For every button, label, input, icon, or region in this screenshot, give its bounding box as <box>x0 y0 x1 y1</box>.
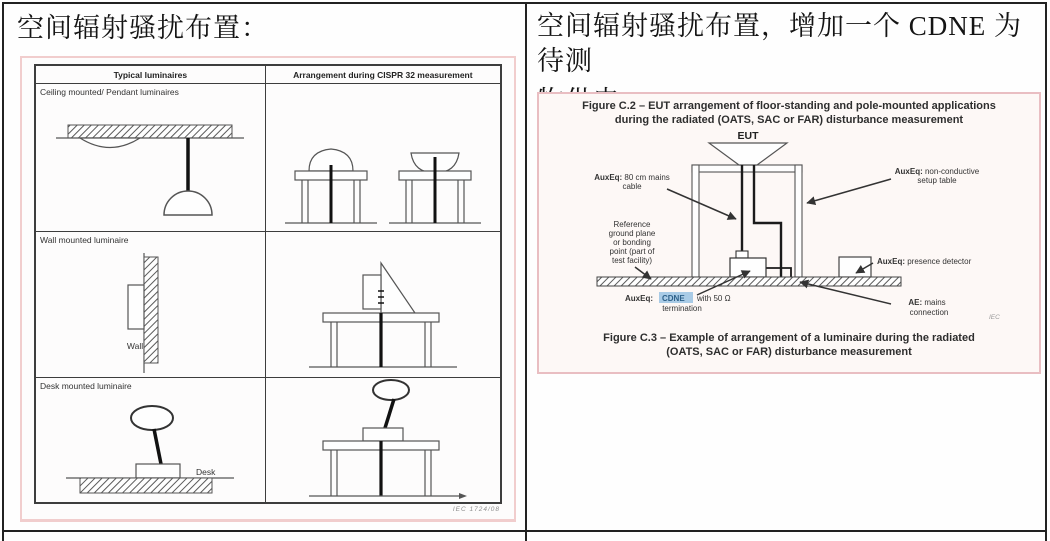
row-label-wall: Wall mounted luminaire <box>40 235 129 245</box>
wall-shape <box>144 257 158 363</box>
mounting-bracket-shape <box>381 263 415 313</box>
row-label-ceiling: Ceiling mounted/ Pendant luminaires <box>40 87 179 97</box>
desk-surface-shape <box>80 478 212 493</box>
iec-mark: IEC <box>989 314 1000 321</box>
left-cell <box>4 4 527 530</box>
luminaire-table <box>34 64 502 504</box>
presence-detector-label: AuxEq: presence detector <box>877 257 972 266</box>
left-title: 空间辐射骚扰布置： <box>17 13 269 43</box>
wall-annotation: Wall <box>127 341 144 351</box>
ceiling-arrangement-diagram <box>267 105 499 229</box>
cdne-label-line2: termination <box>662 304 702 313</box>
ground-plane-label-line1: Reference <box>613 220 651 229</box>
cdne-box <box>730 258 766 277</box>
cdne-label-word: CDNE <box>662 294 685 303</box>
lamp-base-shape <box>136 464 180 478</box>
wall-luminaire-shape <box>128 285 144 329</box>
ground-arrow <box>459 493 467 499</box>
eut-label: EUT <box>737 130 759 142</box>
ae-label-line1: AE: mains <box>908 298 946 307</box>
figure-c3-caption-line2: (OATS, SAC or FAR) disturbance measurement <box>666 345 912 358</box>
ground-plane-label-line2: ground plane <box>608 229 656 238</box>
setup-table-left-post <box>692 165 699 277</box>
mains-cable-label-line1: AuxEq: 80 cm mains <box>594 173 670 182</box>
left-figure-reference: IEC 1724/08 <box>452 506 500 513</box>
table-main-row <box>2 2 1047 532</box>
pendant-lamp-shape <box>164 191 212 215</box>
left-embedded-screenshot <box>20 56 516 522</box>
ground-plane-label-line3: or bonding <box>613 238 651 247</box>
ground-plane-label-line4: point (part of <box>609 247 655 256</box>
cdne-label-prefix: AuxEq: <box>625 294 653 303</box>
ae-cable-line <box>766 268 791 277</box>
table-header-row <box>36 66 500 84</box>
right-cell <box>527 4 1045 530</box>
figure-c2-caption-line2: during the radiated (OATS, SAC or FAR) disturbance measurement <box>614 113 964 126</box>
lamp-arm <box>154 429 161 464</box>
cdne-label-rest: with 50 Ω <box>697 294 731 303</box>
setup-table-right-post <box>795 165 802 277</box>
desk-luminaire-diagram <box>37 398 263 502</box>
mains-cable-label-line2: cable <box>622 182 642 191</box>
eut-arrangement-diagram <box>539 127 1039 325</box>
setup-table-arrow <box>807 179 891 203</box>
ground-plane-shape <box>597 277 901 286</box>
setup-table-label-line1: AuxEq: non-conductive <box>894 167 980 176</box>
eut-shape <box>709 143 787 165</box>
column-divider-stub <box>525 532 527 541</box>
right-title-line1: 空间辐射骚扰布置，增加一个 CDNE 为待测 <box>537 11 1022 76</box>
figure-c2-caption-line1: Figure C.2 – EUT arrangement of floor-standing and pole-mounted applications <box>582 100 996 112</box>
mains-cable-arrow <box>667 189 736 219</box>
setup-table-top <box>692 165 802 172</box>
table-row-desk <box>36 378 500 504</box>
figure-panel <box>537 92 1041 374</box>
header-typical-luminaires: Typical luminaires <box>36 66 266 83</box>
lamp-head-shape <box>131 406 173 430</box>
table-row-ceiling <box>36 84 500 232</box>
next-table-row-sliver <box>2 532 1047 541</box>
desk-arrangement-diagram <box>267 378 499 502</box>
wall-arrangement-diagram <box>267 253 499 375</box>
ceiling-luminaire-diagram <box>37 105 263 229</box>
ae-label-line2: connection <box>909 308 949 317</box>
desk-annotation: Desk <box>196 467 216 477</box>
row-label-desk: Desk mounted luminaire <box>40 381 132 391</box>
ground-plane-label-line5: test facility) <box>611 256 653 265</box>
header-arrangement: Arrangement during CISPR 32 measurement <box>293 69 473 80</box>
wall-luminaire-diagram <box>37 253 263 375</box>
setup-table-label-line2: setup table <box>917 176 957 185</box>
surface-dome-shape <box>80 138 140 148</box>
figure-c3-caption-line1: Figure C.3 – Example of arrangement of a luminaire during the radiated <box>603 332 975 344</box>
table-row-wall <box>36 232 500 378</box>
